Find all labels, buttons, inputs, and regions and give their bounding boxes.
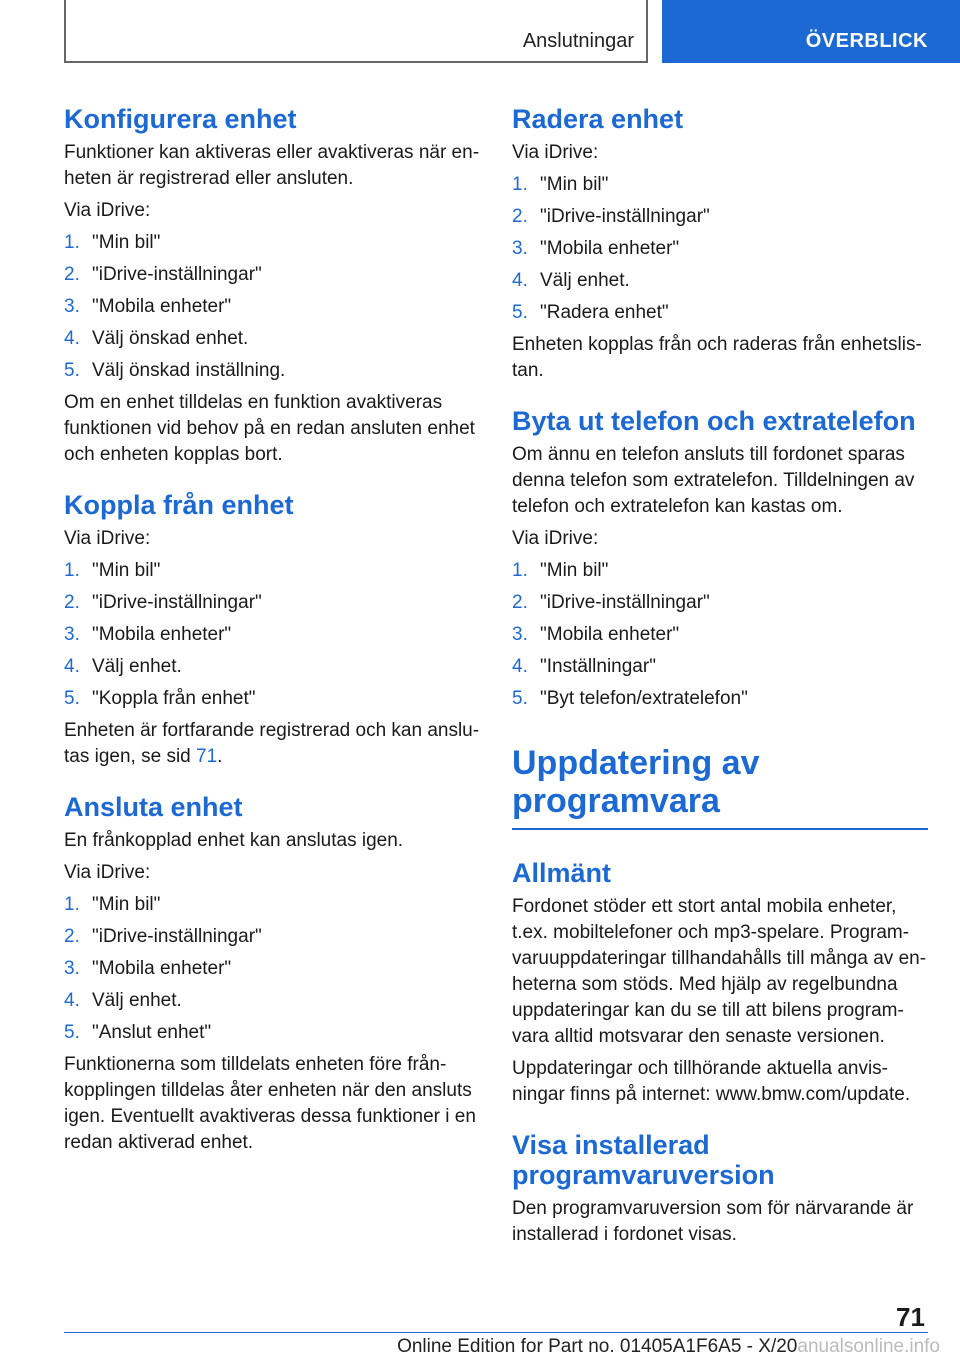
step-text: "iDrive-inställningar" [92,926,262,947]
heading-delete: Radera enhet [512,104,684,134]
step-number: 2. [64,926,80,947]
step-number: 4. [512,270,528,291]
general-paragraph-2: Uppdateringar och tillhörande aktuella anvis-ningar finns på internet: www.bmw.com/update. [512,1058,911,1105]
list-item [512,172,928,198]
step-number: 3. [64,296,80,317]
list-item [64,358,480,384]
step-number: 5. [512,688,528,709]
step-text: "Mobila enheter" [92,296,232,317]
step-number: 5. [64,1022,80,1043]
step-text: "Min bil" [92,894,161,915]
step-number: 5. [512,302,528,323]
section-configure [64,104,480,468]
step-number: 2. [512,592,528,613]
step-number: 1. [64,232,80,253]
disconnect-note-end: . [217,746,223,767]
disconnect-note-text: Enheten är fortfarande registrerad och kan anslu-tas igen, se sid [64,720,480,767]
list-item [64,686,480,712]
section-disconnect [64,490,480,770]
step-number: 4. [64,328,80,349]
footer [300,1336,940,1358]
section-connect [64,792,480,1156]
disconnect-note [64,718,480,770]
list-item [64,558,480,584]
step-text: "Min bil" [92,560,161,581]
step-text: Välj enhet. [92,656,182,677]
header-chapter-label: ÖVERBLICK [805,30,928,52]
list-item [64,988,480,1014]
heading-connect: Ansluta enhet [64,792,243,822]
delete-note: Enheten kopplas från och raderas från enhetslis-tan. [512,334,922,381]
version-paragraph: Den programvaruversion som för närvarande är installerad i fordonet visas. [512,1198,914,1245]
section-installed-version [512,1130,928,1248]
list-item [64,294,480,320]
step-text: "Min bil" [92,232,161,253]
disconnect-steps [64,558,480,712]
step-number: 1. [512,174,528,195]
list-item [64,1020,480,1046]
step-number: 2. [512,206,528,227]
section-general [512,858,928,1108]
step-number: 2. [64,592,80,613]
step-number: 4. [512,656,528,677]
list-item [64,892,480,918]
heading-configure: Konfigurera enhet [64,104,297,134]
list-item [512,300,928,326]
list-item [512,558,928,584]
step-text: "Min bil" [540,560,609,581]
list-item [64,924,480,950]
step-text: Välj enhet. [92,990,182,1011]
list-item [512,622,928,648]
heading-general: Allmänt [512,858,612,888]
step-text: "Mobila enheter" [92,624,232,645]
list-item [512,590,928,616]
connect-intro: En frånkopplad enhet kan anslutas igen. [64,830,404,851]
connect-steps [64,892,480,1046]
header-section-label: Anslutningar [522,30,634,52]
list-item [512,236,928,262]
step-text: Välj önskad enhet. [92,328,249,349]
page-reference-link[interactable]: 71 [196,746,218,767]
list-item [512,204,928,230]
heading-installed-version: Visa installerad programvaruversion [512,1130,775,1190]
step-number: 4. [64,990,80,1011]
swap-intro: Om ännu en telefon ansluts till fordonet sparas denna telefon som extratelefon. Tilldelningen av telefon och extratelefon kan kastas om. [512,444,915,517]
step-text: "iDrive-inställningar" [92,264,262,285]
step-text: "Radera enhet" [540,302,669,323]
page-number: 71 [896,1302,925,1332]
edition-text: Online Edition for Part no. 01405A1F6A5 - X/20 [397,1336,798,1357]
section-software-update [512,744,928,830]
list-item [64,262,480,288]
step-number: 3. [64,624,80,645]
step-text: "Mobila enheter" [92,958,232,979]
list-item [64,654,480,680]
watermark-text: anualsonline.info [797,1336,940,1357]
step-number: 1. [64,560,80,581]
step-text: "Byt telefon/extratelefon" [540,688,748,709]
step-text: "Mobila enheter" [540,238,680,259]
swap-steps [512,558,928,712]
disconnect-via: Via iDrive: [64,528,151,549]
connect-note: Funktionerna som tilldelats enheten före från-kopplingen tilldelas åter enheten när den ansluts igen. Eventuellt avaktiveras dessa funktioner i en redan aktiverad enhet. [64,1054,476,1153]
delete-via: Via iDrive: [512,142,599,163]
step-number: 3. [512,238,528,259]
section-swap-phone [512,406,928,712]
section-delete [512,104,928,384]
list-item [512,686,928,712]
list-item [512,268,928,294]
list-item [512,654,928,680]
step-number: 5. [64,360,80,381]
step-text: "Koppla från enhet" [92,688,256,709]
heading-swap-phone: Byta ut telefon och extratelefon [512,406,916,436]
configure-intro: Funktioner kan aktiveras eller avaktiveras när en-heten är registrerad eller ansluten. [64,142,480,189]
list-item [64,622,480,648]
swap-via: Via iDrive: [512,528,599,549]
heading-disconnect: Koppla från enhet [64,490,294,520]
step-number: 3. [512,624,528,645]
step-text: Välj enhet. [540,270,630,291]
delete-steps [512,172,928,326]
left-column [64,104,480,1178]
step-number: 3. [64,958,80,979]
step-text: "iDrive-inställningar" [92,592,262,613]
step-number: 4. [64,656,80,677]
list-item [64,956,480,982]
configure-steps [64,230,480,384]
step-number: 1. [512,560,528,581]
step-text: "Inställningar" [540,656,656,677]
header-section-box [64,0,648,63]
right-column [512,104,928,1270]
configure-note: Om en enhet tilldelas en funktion avaktiveras funktionen vid behov på en redan ansluten enhet och enheten kopplas bort. [64,392,475,465]
step-text: "Min bil" [540,174,609,195]
connect-via: Via iDrive: [64,862,151,883]
step-text: "iDrive-inställningar" [540,206,710,227]
list-item [64,326,480,352]
step-number: 2. [64,264,80,285]
configure-via: Via iDrive: [64,200,151,221]
step-number: 5. [64,688,80,709]
heading-software-update: Uppdatering av programvara [512,744,928,830]
header-chapter-tab [662,0,960,63]
step-text: Välj önskad inställning. [92,360,286,381]
footer-divider [64,1332,928,1333]
step-text: "Anslut enhet" [92,1022,212,1043]
step-number: 1. [64,894,80,915]
general-paragraph-1: Fordonet stöder ett stort antal mobila enheter, t.ex. mobiltelefoner och mp3-spelare. Program-varuuppdateringar tillhandahålls till många av en-heterna som stöds. Med hjälp av regelbundna uppdateringar kan du se till att bilens program-vara alltid motsvarar den senaste versionen. [512,896,927,1047]
step-text: "Mobila enheter" [540,624,680,645]
list-item [64,590,480,616]
list-item [64,230,480,256]
step-text: "iDrive-inställningar" [540,592,710,613]
